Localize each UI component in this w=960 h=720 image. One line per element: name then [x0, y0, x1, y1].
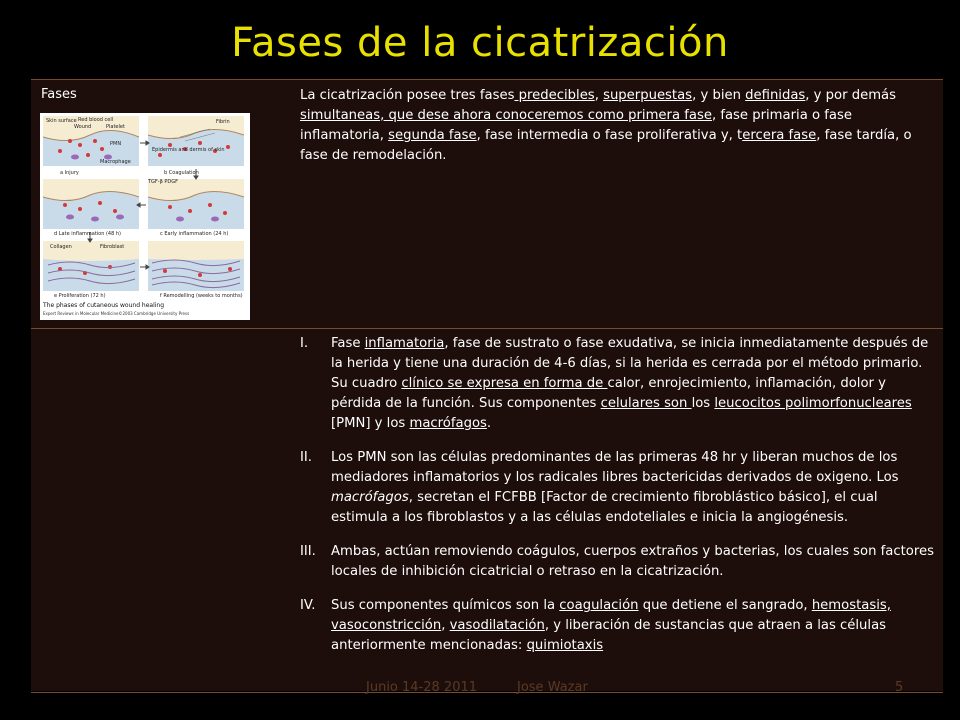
text-segment: Ambas, actúan removiendo coágulos, cuerpos extraños y bacterias, los cuales son factores locales de inhibición cicatricial o retraso en la cicatrización.: [331, 544, 934, 579]
text-segment: ,: [441, 618, 450, 633]
underlined-text: coagulación: [559, 598, 639, 613]
list-item-number: III.: [300, 544, 316, 559]
slide-title: Fases de la cicatrización: [231, 20, 729, 66]
text-segment: , y bien: [692, 88, 746, 103]
text-segment: , secretan el FCFBB [Factor de crecimiento fibroblástico básico], el cual estimula a los fibroblastos y a las células endoteliales e inicia la angiogénesis.: [331, 490, 878, 525]
list-item-text: [331, 544, 934, 579]
text-segment: Sus componentes químicos son la: [331, 598, 560, 613]
figure-source: Expert Reviews in Molecular Medicine©2003 Cambridge University Press: [43, 311, 190, 316]
list-item: [298, 334, 938, 434]
text-segment: , fase intermedia o fase proliferativa y, t: [476, 128, 743, 143]
figure-label-pmn: PMN: [110, 141, 122, 147]
figure-label-red-blood-cell: Red blood cell: [78, 117, 114, 123]
italic-text: macrófagos: [331, 490, 409, 505]
figure-label-remodelling: f Remodelling (weeks to months): [160, 293, 243, 299]
text-segment: , fase primaria o fase inflamatoria,: [300, 108, 852, 143]
page-number: 5: [895, 680, 904, 695]
phases-label: Fases: [41, 87, 77, 102]
list-item: [298, 542, 938, 582]
underlined-text: macrófagos: [409, 416, 487, 431]
underlined-text: quimiotaxis: [526, 638, 604, 653]
figure-label-early-inflammation: c Early inflammation (24 h): [160, 231, 229, 237]
list-item: [298, 448, 938, 528]
figure-label-fibroblast: Fibroblast: [100, 244, 125, 250]
figure-label-platelet: Platelet: [106, 124, 125, 130]
list-item-text: [331, 336, 928, 431]
list-item-text: [331, 450, 899, 525]
figure-label-collagen: Collagen: [50, 244, 72, 250]
underlined-text: predecibles: [514, 88, 595, 103]
figure-label-skin-surface: Skin surface: [46, 118, 77, 124]
list-item-number: IV.: [300, 598, 316, 613]
figure-label-proliferation: e Proliferation (72 h): [54, 293, 106, 299]
figure-label-injury: a Injury: [60, 170, 79, 176]
underlined-text: definidas: [745, 88, 806, 103]
text-segment: [PMN] y los: [331, 416, 410, 431]
text-segment: , y por demás: [805, 88, 897, 103]
list-item: [298, 596, 938, 656]
underlined-text: ercera fase: [742, 128, 817, 143]
underlined-text: segunda fase: [388, 128, 477, 143]
text-segment: , fase de sustrato o fase exudativa, se inicia inmediatamente después de la herida y tiene una duración de 4-6 días, si la herida es cerrada por el método primario. Su cuadro: [331, 336, 929, 391]
text-segment: los: [691, 396, 715, 411]
figure-label-macrophage: Macrophage: [100, 159, 131, 165]
text-segment: que detiene el sangrado,: [638, 598, 812, 613]
underlined-text: vasodilatación: [449, 618, 545, 633]
text-segment: La cicatrización posee tres fases: [300, 88, 515, 103]
figure-label-wound: Wound: [74, 124, 92, 130]
table-row-inflammatory-phase: [31, 328, 943, 693]
underlined-text: vasoconstricción: [331, 618, 442, 633]
footer-author: Jose Wazar: [517, 680, 588, 695]
phase-details-list: [298, 334, 938, 670]
underlined-text: simultaneas, que dese ahora conoceremos como primera fase: [300, 108, 712, 123]
text-segment: , y liberación de sustancias que atraen a las células anteriormente mencionadas:: [331, 618, 887, 653]
list-item-number: I.: [300, 336, 309, 351]
figure-label-fibrin: Fibrin: [216, 119, 230, 125]
phases-description: [300, 86, 930, 166]
text-segment: , fase tardía, o fase de remodelación.: [300, 128, 912, 163]
wound-healing-phases-figure: [40, 113, 250, 320]
figure-caption: The phases of cutaneous wound healing: [43, 302, 165, 309]
table-row-phases: [31, 79, 943, 328]
text-segment: Los PMN son las células predominantes de las primeras 48 hr y liberan muchos de los mediadores inflamatorios y los radicales libres bactericidas derivados de oxigeno. Los: [331, 450, 899, 485]
figure-label-tgf: TGF-β PDGF: [148, 179, 179, 185]
underlined-text: celulares son: [600, 396, 692, 411]
underlined-text: leucocitos polimorfonucleares: [714, 396, 912, 411]
underlined-text: superpuestas: [603, 88, 693, 103]
list-item-text: [331, 598, 891, 653]
figure-label-late-inflammation: d Late inflammation (48 h): [54, 231, 122, 237]
text-segment: calor, enrojecimiento, inflamación, dolor y pérdida de la función. Sus componentes: [331, 376, 886, 411]
footer-date: Junio 14-28 2011: [366, 680, 478, 695]
content-table: [31, 79, 943, 691]
underlined-text: hemostasis,: [811, 598, 891, 613]
text-segment: Fase: [331, 336, 365, 351]
figure-label-coagulation: b Coagulation: [164, 170, 199, 176]
text-segment: .: [486, 416, 492, 431]
text-segment: ,: [594, 88, 604, 103]
list-item-number: II.: [300, 450, 312, 465]
figure-label-epidermis: Epidermis and dermis of skin: [152, 147, 225, 153]
underlined-text: inflamatoria: [364, 336, 445, 351]
underlined-text: clínico se expresa en forma de: [401, 376, 608, 391]
